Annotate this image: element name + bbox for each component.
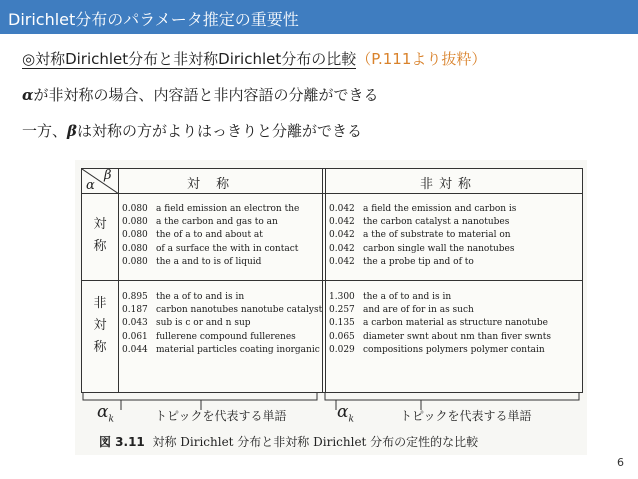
alpha-value: 0.042 bbox=[329, 217, 355, 228]
header-divider bbox=[82, 193, 582, 194]
word-row bbox=[122, 291, 322, 304]
topic-words: the a probe tip and of to bbox=[363, 256, 474, 267]
topic-words: diameter swnt about nm than fiver swnts bbox=[363, 331, 551, 342]
word-row bbox=[329, 256, 516, 269]
word-row bbox=[122, 344, 322, 357]
slide-title: Dirichlet分布のパラメータ推定の重要性 bbox=[8, 10, 299, 29]
topic-words: a the of substrate to material on bbox=[363, 230, 511, 241]
alpha-k-symbol: α bbox=[337, 402, 349, 422]
row-divider bbox=[82, 280, 582, 281]
beta-statement-text: は対称の方がよりはっきりと分離ができる bbox=[76, 122, 362, 140]
word-row bbox=[329, 216, 516, 229]
alpha-k-symbol: α bbox=[97, 402, 109, 422]
word-row bbox=[329, 317, 551, 330]
alpha-value: 0.042 bbox=[329, 230, 355, 241]
alpha-value: 0.895 bbox=[122, 292, 148, 302]
alpha-symbol: α bbox=[22, 86, 34, 104]
topic-words: the of a to and about at bbox=[156, 230, 263, 241]
alpha-value: 0.042 bbox=[329, 204, 355, 214]
topic-words: the a of to and is in bbox=[363, 292, 452, 302]
word-row bbox=[122, 304, 322, 317]
alpha-value: 0.061 bbox=[122, 331, 148, 342]
alpha-value: 0.187 bbox=[122, 305, 148, 316]
word-row bbox=[329, 344, 551, 357]
figure-number: 図 3.11 bbox=[99, 435, 145, 449]
figure-caption bbox=[99, 433, 478, 450]
alpha-value: 0.080 bbox=[122, 230, 148, 241]
alpha-value: 1.300 bbox=[329, 292, 355, 302]
topic-label-right: トピックを代表する単語 bbox=[400, 409, 532, 423]
word-row bbox=[122, 331, 322, 344]
corner-alpha: α bbox=[86, 178, 95, 193]
topic-words: carbon single wall the nanotubes bbox=[363, 243, 515, 254]
page-reference: （P.111より抜粋） bbox=[356, 50, 487, 68]
topic-words: and are of for in as such bbox=[363, 305, 474, 316]
word-row bbox=[329, 331, 551, 344]
slide-title-bar bbox=[0, 0, 638, 34]
topic-words: of a surface the with in contact bbox=[156, 243, 299, 254]
word-row bbox=[122, 243, 299, 256]
alpha-value: 0.042 bbox=[329, 243, 355, 254]
comparison-table bbox=[81, 168, 583, 393]
topic-words: fullerene compound fullerenes bbox=[156, 331, 296, 342]
quadrant-asym-asym bbox=[329, 291, 551, 357]
word-row bbox=[329, 229, 516, 242]
alpha-value: 0.257 bbox=[329, 305, 355, 316]
topic-words: sub is c or and n sup bbox=[156, 318, 251, 329]
alpha-k-subscript: k bbox=[108, 414, 114, 425]
alpha-statement-text: が非対称の場合、内容語と非内容語の分離ができる bbox=[33, 86, 379, 104]
word-row bbox=[122, 216, 299, 229]
column-divider bbox=[322, 169, 323, 392]
alpha-value: 0.043 bbox=[122, 318, 148, 329]
topic-words: the a of to and is in bbox=[156, 292, 245, 302]
row-header-asymmetric: 非対称 bbox=[93, 296, 107, 355]
page-number: 6 bbox=[617, 456, 624, 469]
quadrant-sym-sym bbox=[122, 203, 299, 269]
word-row bbox=[122, 203, 299, 216]
corner-beta: β bbox=[104, 168, 112, 183]
alpha-value: 0.080 bbox=[122, 204, 148, 214]
word-row bbox=[329, 203, 516, 216]
alpha-value: 0.042 bbox=[329, 256, 355, 267]
row-header-divider bbox=[118, 169, 119, 392]
word-row bbox=[329, 304, 551, 317]
alpha-value: 0.080 bbox=[122, 243, 148, 254]
topic-words: carbon nanotubes nanotube catalyst bbox=[156, 305, 323, 316]
topic-words: a field the emission and carbon is bbox=[363, 204, 517, 214]
beta-statement bbox=[22, 120, 362, 141]
topic-words: the a and to is of liquid bbox=[156, 256, 262, 267]
topic-words: a the carbon and gas to an bbox=[156, 217, 278, 228]
topic-label-left: トピックを代表する単語 bbox=[155, 409, 287, 423]
alpha-value: 0.135 bbox=[329, 318, 355, 329]
figure-caption-text: 対称 Dirichlet 分布と非対称 Dirichlet 分布の定性的な比較 bbox=[152, 435, 479, 449]
alpha-value: 0.029 bbox=[329, 344, 355, 355]
alpha-value: 0.080 bbox=[122, 256, 148, 267]
topic-words: a carbon material as structure nanotube bbox=[363, 318, 548, 329]
alpha-k-subscript: k bbox=[348, 414, 354, 425]
word-row bbox=[122, 317, 322, 330]
heading-line bbox=[22, 48, 486, 69]
topic-words: the carbon catalyst a nanotubes bbox=[363, 217, 510, 228]
quadrant-sym-asym bbox=[329, 203, 516, 269]
quadrant-asym-sym bbox=[122, 291, 322, 357]
alpha-value: 0.080 bbox=[122, 217, 148, 228]
word-row bbox=[122, 256, 299, 269]
heading-text: ◎対称Dirichlet分布と非対称Dirichlet分布の比較 bbox=[22, 50, 357, 68]
scanned-figure bbox=[75, 160, 587, 455]
topic-words: material particles coating inorganic bbox=[156, 344, 320, 355]
topic-words: a field emission an electron the bbox=[156, 204, 300, 214]
word-row bbox=[122, 229, 299, 242]
alpha-k-label-left bbox=[97, 402, 114, 424]
column-header-asymmetric: 非対称 bbox=[420, 177, 478, 192]
alpha-statement bbox=[22, 84, 379, 105]
alpha-value: 0.044 bbox=[122, 344, 148, 355]
topic-words: compositions polymers polymer contain bbox=[363, 344, 545, 355]
alpha-k-label-right bbox=[337, 402, 354, 424]
column-divider-double bbox=[325, 169, 326, 392]
row-header-symmetric: 対称 bbox=[93, 217, 107, 254]
word-row bbox=[329, 291, 551, 304]
word-row bbox=[329, 243, 516, 256]
column-header-symmetric: 対 称 bbox=[187, 177, 236, 192]
beta-symbol: β bbox=[67, 122, 77, 140]
alpha-value: 0.065 bbox=[329, 331, 355, 342]
beta-statement-prefix: 一方、 bbox=[22, 122, 68, 140]
